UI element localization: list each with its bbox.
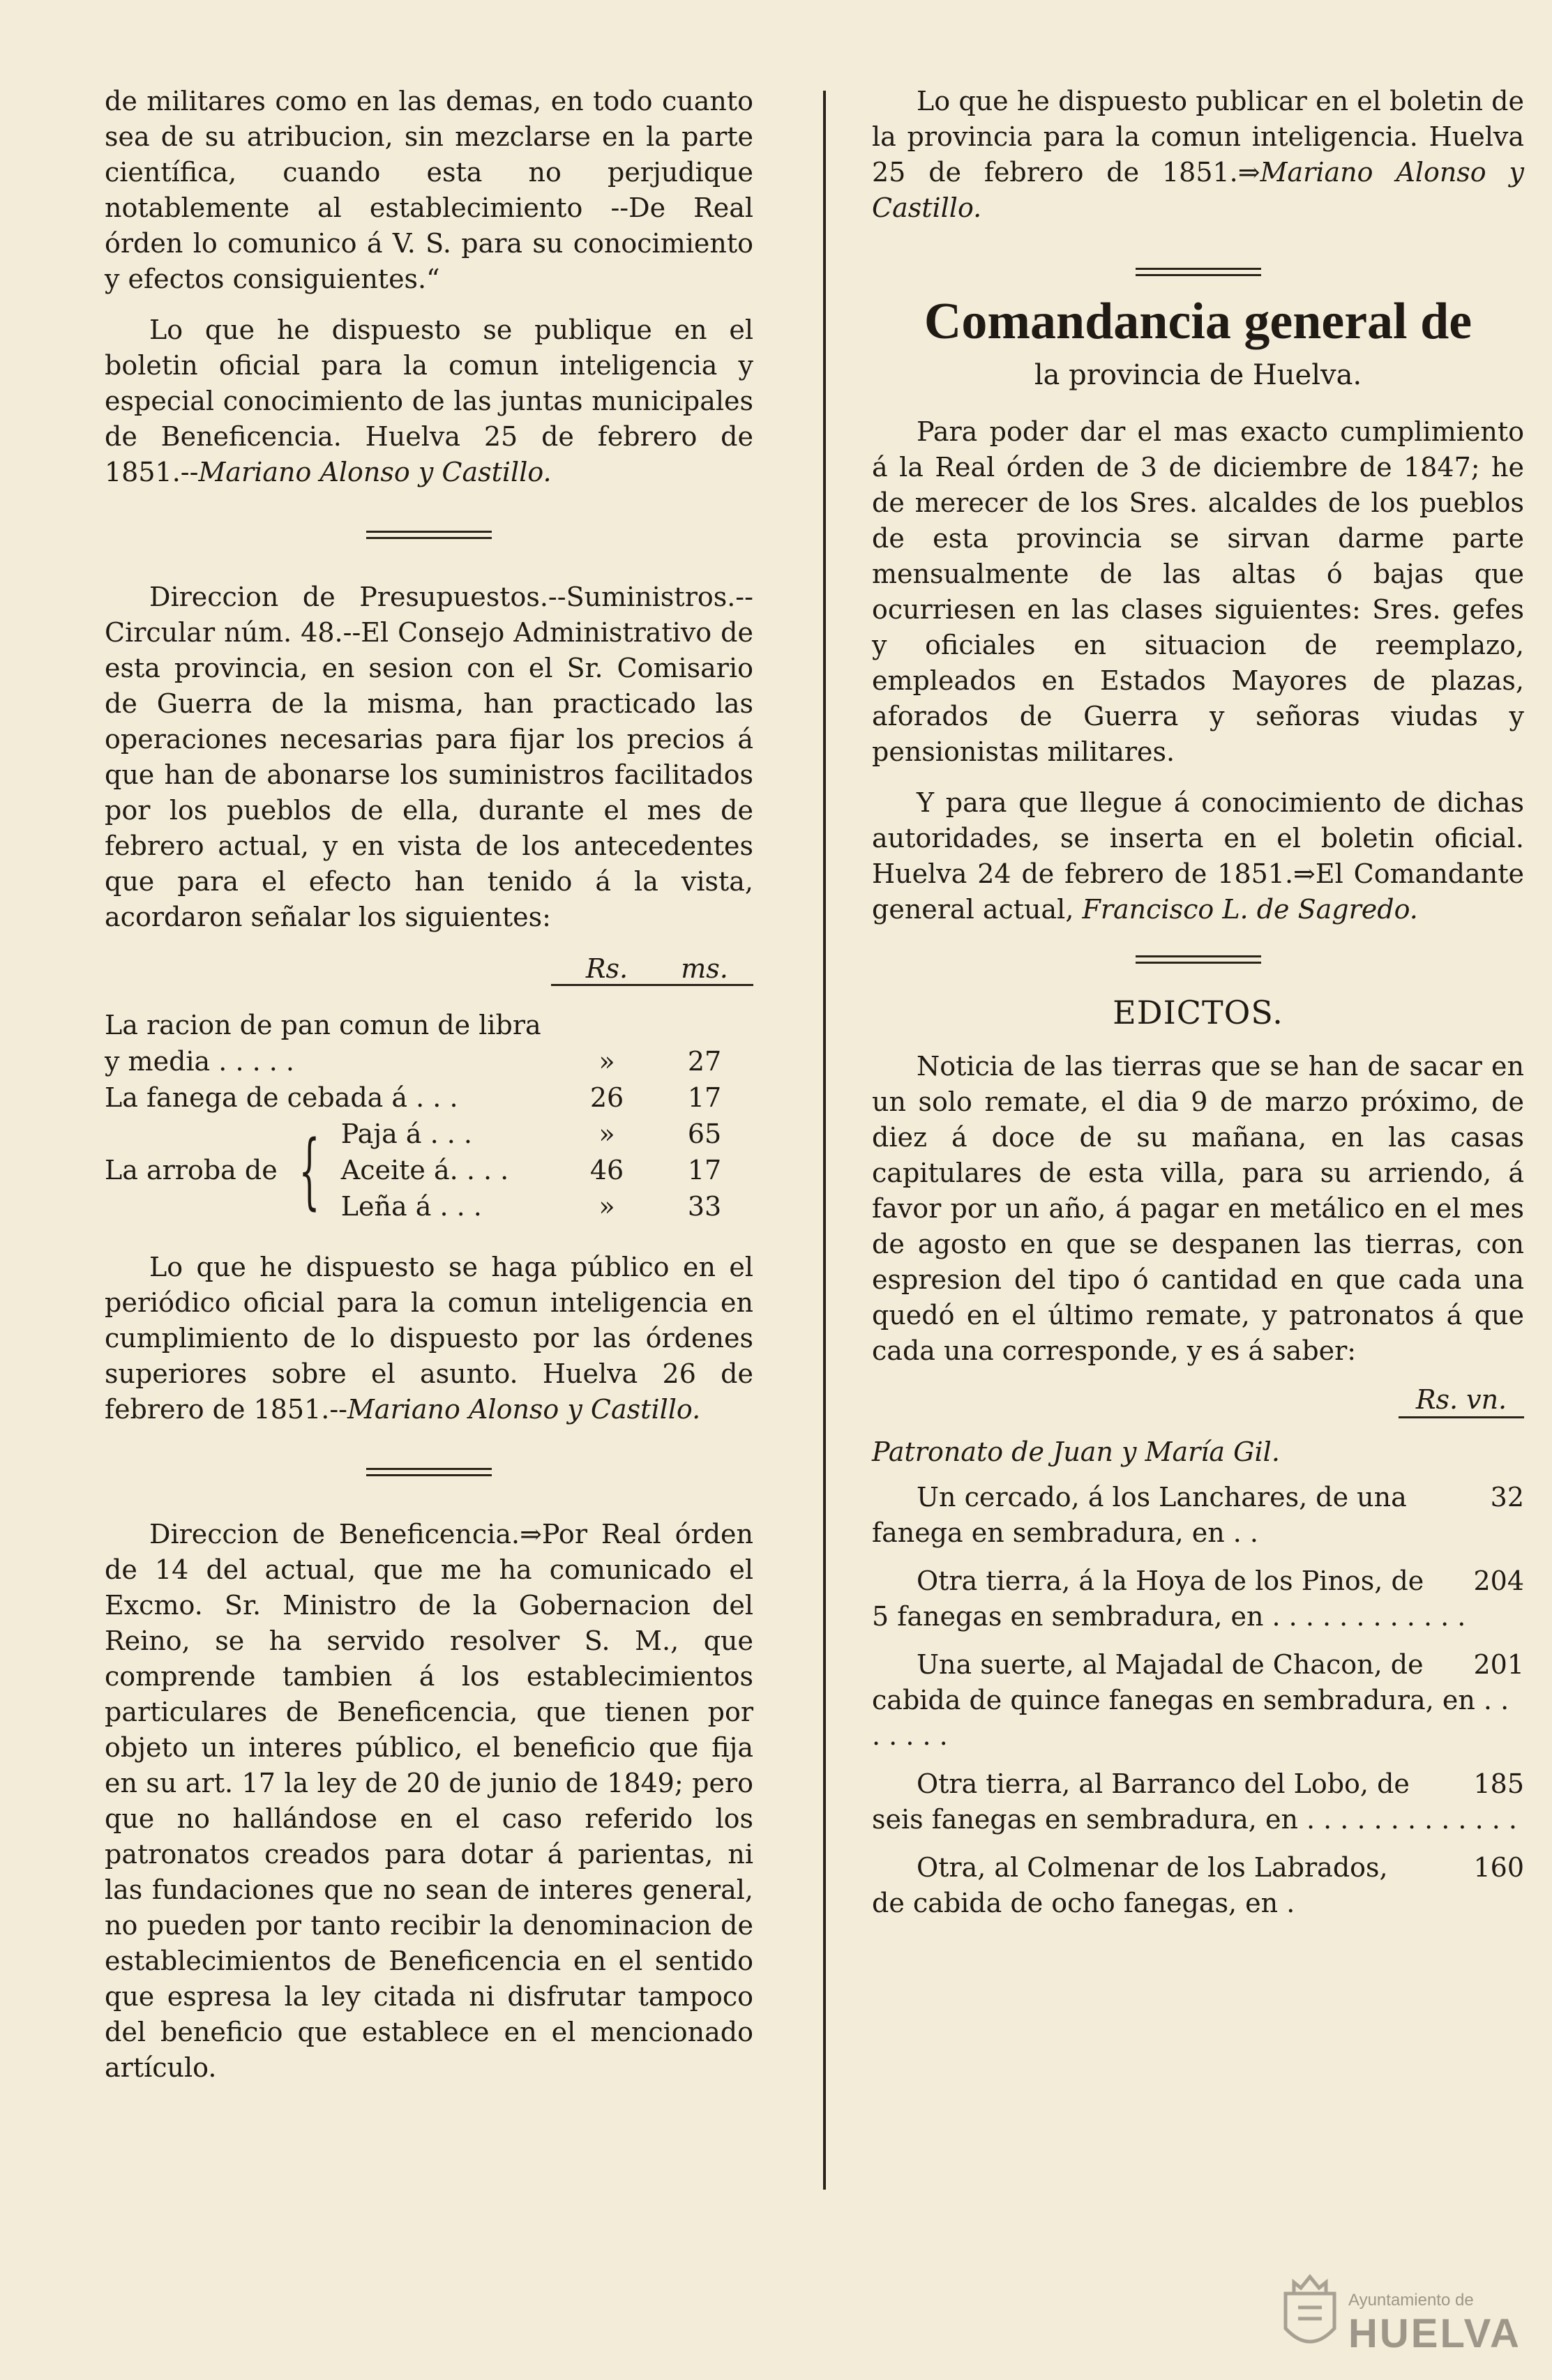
price-row-label: Paja á . . . [340, 1119, 472, 1149]
section-subtitle: la provincia de Huelva. [1034, 359, 1362, 391]
patronato-heading: Patronato de Juan y María Gil. [872, 1437, 1280, 1467]
left-paragraph-2 [105, 312, 753, 490]
right-paragraph-3-signature: Francisco L. de Sagredo. [1082, 894, 1418, 925]
right-paragraph-1 [872, 84, 1524, 226]
arroba-group [105, 1116, 753, 1225]
land-lot [872, 1563, 1524, 1635]
land-lot-text: Otra tierra, á la Hoya de los Pinos, de 5 fanegas en sembradura, en . . . . . . . . . . . . [872, 1566, 1466, 1632]
right-paragraph-3 [872, 785, 1524, 927]
price-row-rs: 26 [589, 1082, 624, 1113]
right-paragraph-1-text: Lo que he dispuesto publicar en el boletin de la provincia para la comun inteligencia. Huelva 25 de febrero de 1851.⇒ [872, 86, 1524, 188]
left-paragraph-1: de militares como en las demas, en todo cuanto sea de su atribucion, sin mezclarse en la parte científica, cuando esta no perjudique notablemente al establecimiento --De Real órden lo comunico á V. S. para su conocimiento y efectos consiguientes.“ [105, 86, 753, 294]
price-row [341, 1116, 753, 1152]
section-title: Comandancia general de [924, 293, 1472, 350]
watermark-line-2: HUELVA [1348, 2311, 1521, 2356]
section-separator [366, 1468, 492, 1476]
price-row-rs: 46 [589, 1155, 624, 1185]
price-row [341, 1152, 753, 1188]
price-row [105, 1079, 753, 1116]
column-ms: ms. [681, 953, 728, 984]
column-divider [823, 91, 826, 2190]
section-separator [366, 531, 492, 539]
price-row-label: Leña á . . . [340, 1191, 482, 1222]
section-separator [1136, 955, 1261, 964]
price-row-ms: 33 [687, 1191, 722, 1222]
left-paragraph-2-text: Lo que he dispuesto se publique en el boletin oficial para la comun inteligencia y especial conocimiento de las juntas municipales de Beneficencia. Huelva 25 de febrero de 1851.-- [105, 314, 753, 487]
right-column [872, 84, 1524, 1921]
left-paragraph-5: Direccion de Beneficencia.⇒Por Real órden de 14 del actual, que me ha comunicado el Excmo. Sr. Ministro de la Gobernacion del Reino, se ha servido resolver S. M., que comprende tambien á los establecimientos particulares de Beneficencia, que tienen por objeto un interes público, el beneficio que fija en su art. 17 la ley de 20 de junio de 1849; pero que no hallándose en el caso referido los patronatos creados para dotar á parientas, ni las fundaciones que no sean de interes general, no pueden por tanto recibir la denominacion de establecimientos de Beneficencia en el sentido que espresa la ley citada ni disfrutar tampoco del beneficio que establece en el mencionado artículo. [105, 1519, 753, 2083]
price-table-underline [551, 984, 753, 986]
land-lot-amount: 201 [1473, 1649, 1524, 1680]
price-row-label: La racion de pan comun de libra y media . . . . . [105, 1010, 541, 1077]
price-row-label: La fanega de cebada á . . . [105, 1082, 458, 1113]
watermark-line-1: Ayuntamiento de [1348, 2291, 1474, 2310]
land-lot-amount: 32 [1490, 1482, 1524, 1513]
land-lot [872, 1766, 1524, 1837]
land-lot-text: Un cercado, á los Lanchares, de una fanega en sembradura, en . . [872, 1482, 1407, 1548]
price-row-ms: 65 [687, 1119, 722, 1149]
amount-column-label: Rs. vn. [1399, 1384, 1524, 1418]
price-table-header [105, 953, 753, 984]
crest-icon [1279, 2273, 1341, 2356]
price-row-ms: 27 [687, 1046, 722, 1077]
land-lot-text: Otra, al Colmenar de los Labrados, de cabida de ocho fanegas, en . [872, 1852, 1388, 1918]
price-row-ms: 17 [687, 1082, 722, 1113]
price-row-label: Aceite á. . . . [340, 1155, 509, 1185]
left-paragraph-4 [105, 1250, 753, 1427]
land-lot [872, 1647, 1524, 1754]
land-lot-amount: 160 [1473, 1852, 1524, 1883]
right-paragraph-2: Para poder dar el mas exacto cumplimiento á la Real órden de 3 de diciembre de 1847; he de merecer de los Sres. alcaldes de los pueblos de esta provincia se sirvan darme parte mensualmente de las altas ó bajas que ocurriesen en las clases siguientes: Sres. gefes y oficiales en situacion de reemplazo, empleados en Estados Mayores de plazas, aforados de Guerra y señoras viudas y pensionistas militares. [872, 416, 1524, 767]
land-lot [872, 1850, 1524, 1921]
left-paragraph-4-text: Lo que he dispuesto se haga público en el periódico oficial para la comun inteligencia en cumplimiento de lo dispuesto por las órdenes superiores sobre el asunto. Huelva 26 de febrero de 1851.-- [105, 1252, 753, 1425]
land-lot-text: Otra tierra, al Barranco del Lobo, de seis fanegas en sembradura, en . . . . . . . . . . . . . [872, 1768, 1517, 1835]
section-separator [1136, 268, 1261, 276]
land-lot-amount: 185 [1473, 1768, 1524, 1799]
price-row-rs: » [598, 1046, 615, 1077]
price-row-rs: » [598, 1191, 615, 1222]
amount-column-header [872, 1384, 1524, 1418]
land-lot [872, 1480, 1524, 1551]
price-row-ms: 17 [687, 1155, 722, 1185]
right-paragraph-1-signature: Mariano Alonso y Castillo. [872, 157, 1525, 223]
brace-icon: { [299, 1122, 320, 1218]
left-column [105, 84, 753, 2086]
price-row [341, 1188, 753, 1225]
land-lot-text: Una suerte, al Majadal de Chacon, de cabida de quince fanegas en sembradura, en . . . . . . . [872, 1649, 1509, 1751]
left-paragraph-2-signature: Mariano Alonso y Castillo. [198, 457, 552, 487]
right-paragraph-3-text: Y para que llegue á conocimiento de dichas autoridades, se inserta en el boletin oficial. Huelva 24 de febrero de 1851.⇒El Comandante general actual, [872, 787, 1524, 925]
ayuntamiento-watermark [1279, 2270, 1530, 2367]
right-paragraph-4: Noticia de las tierras que se han de sacar en un solo remate, el dia 9 de marzo próximo, de diez á doce de su mañana, en las casas capitulares de esta villa, para su arriendo, á favor por un año, á pagar en metálico en el mes de agosto en que se despanen las tierras, con espresion del tipo ó cantidad en que cada una quedó en el último remate, y patronatos á que cada una corresponde, y es á saber: [872, 1051, 1524, 1366]
left-paragraph-3: Direccion de Presupuestos.--Suministros.--Circular núm. 48.--El Consejo Administrativo de esta provincia, en sesion con el Sr. Comisario de Guerra de la misma, han practicado las operaciones necesarias para fijar los precios á que han de abonarse los suministros facilitados por los pueblos de ella, durante el mes de febrero actual, y en vista de los antecedentes que para el efecto han tenido á la vista, acordaron señalar los siguientes: [105, 582, 753, 932]
arroba-group-label: La arroba de [105, 1155, 278, 1185]
column-rs: Rs. [585, 953, 628, 984]
price-row [105, 1007, 753, 1079]
edictos-heading: EDICTOS. [1113, 994, 1283, 1031]
land-lot-amount: 204 [1473, 1566, 1524, 1596]
price-row-rs: » [598, 1119, 615, 1149]
left-paragraph-4-signature: Mariano Alonso y Castillo. [347, 1394, 701, 1425]
arroba-sub-rows [341, 1116, 753, 1225]
